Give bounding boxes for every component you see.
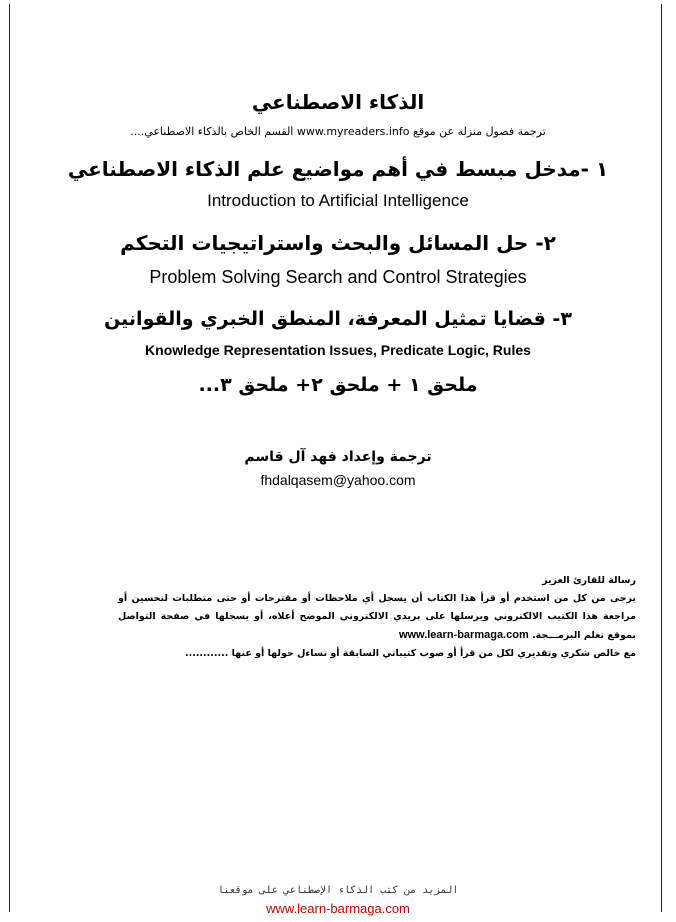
appendices-line: ملحق ١ + ملحق ٢+ ملحق ٣... — [198, 374, 478, 396]
reader-message-thanks: مع خالص شكري وتقديري لكل من قرأ أو صوب كتيباتي السابقة أو تساءل حولها أو عنها ............ — [185, 648, 636, 659]
author-credit: ترجمة وإعداد فهد آل قاسم — [244, 449, 432, 465]
chapter-3-arabic: ٣- قضايا تمثيل المعرفة، المنطق الخبري والقوانين — [104, 308, 572, 330]
document-subtitle: ترجمة فصول منزلة عن موقع www.myreaders.info القسم الخاص بالذكاء الاصطناعي.... — [130, 125, 546, 138]
chapter-1-english: Introduction to Artificial Intelligence — [207, 191, 469, 210]
footer-text: المزيد من كتب الذكاء الإصطناعي على موقعنا — [217, 885, 459, 896]
author-email: fhdalqasem@yahoo.com — [260, 472, 416, 488]
reader-message-body — [118, 590, 636, 645]
chapter-3-english: Knowledge Representation Issues, Predicate Logic, Rules — [145, 342, 531, 358]
chapter-2-arabic: ٢- حل المسائل والبحث واستراتيجيات التحكم — [120, 231, 556, 255]
document-title: الذكاء الاصطناعي — [251, 90, 425, 114]
chapter-2-english: Problem Solving Search and Control Strategies — [149, 267, 527, 287]
reader-message-site[interactable]: www.learn-barmaga.com — [398, 629, 529, 641]
chapter-1-arabic: ١ -مدخل مبسط في أهم مواضيع علم الذكاء الاصطناعي — [67, 157, 609, 181]
reader-message-text: يرجى من كل من استخدم أو قرأ هذا الكتاب أن يسجل أي ملاحظات أو مقترحات أو حتى متطلبات لتحسين أو مراجعة هذا الكتيب الالكتروني ويرسلها على بريدي الالكتروني الموضح أعلاه، أو يسجلها في صفحة التواصل بموقع تعلم البرمـــجة. — [118, 593, 636, 641]
footer-url-link[interactable]: www.learn-barmaga.com — [266, 901, 410, 916]
reader-message-heading: رسالة للقارئ العزيز — [542, 575, 636, 586]
